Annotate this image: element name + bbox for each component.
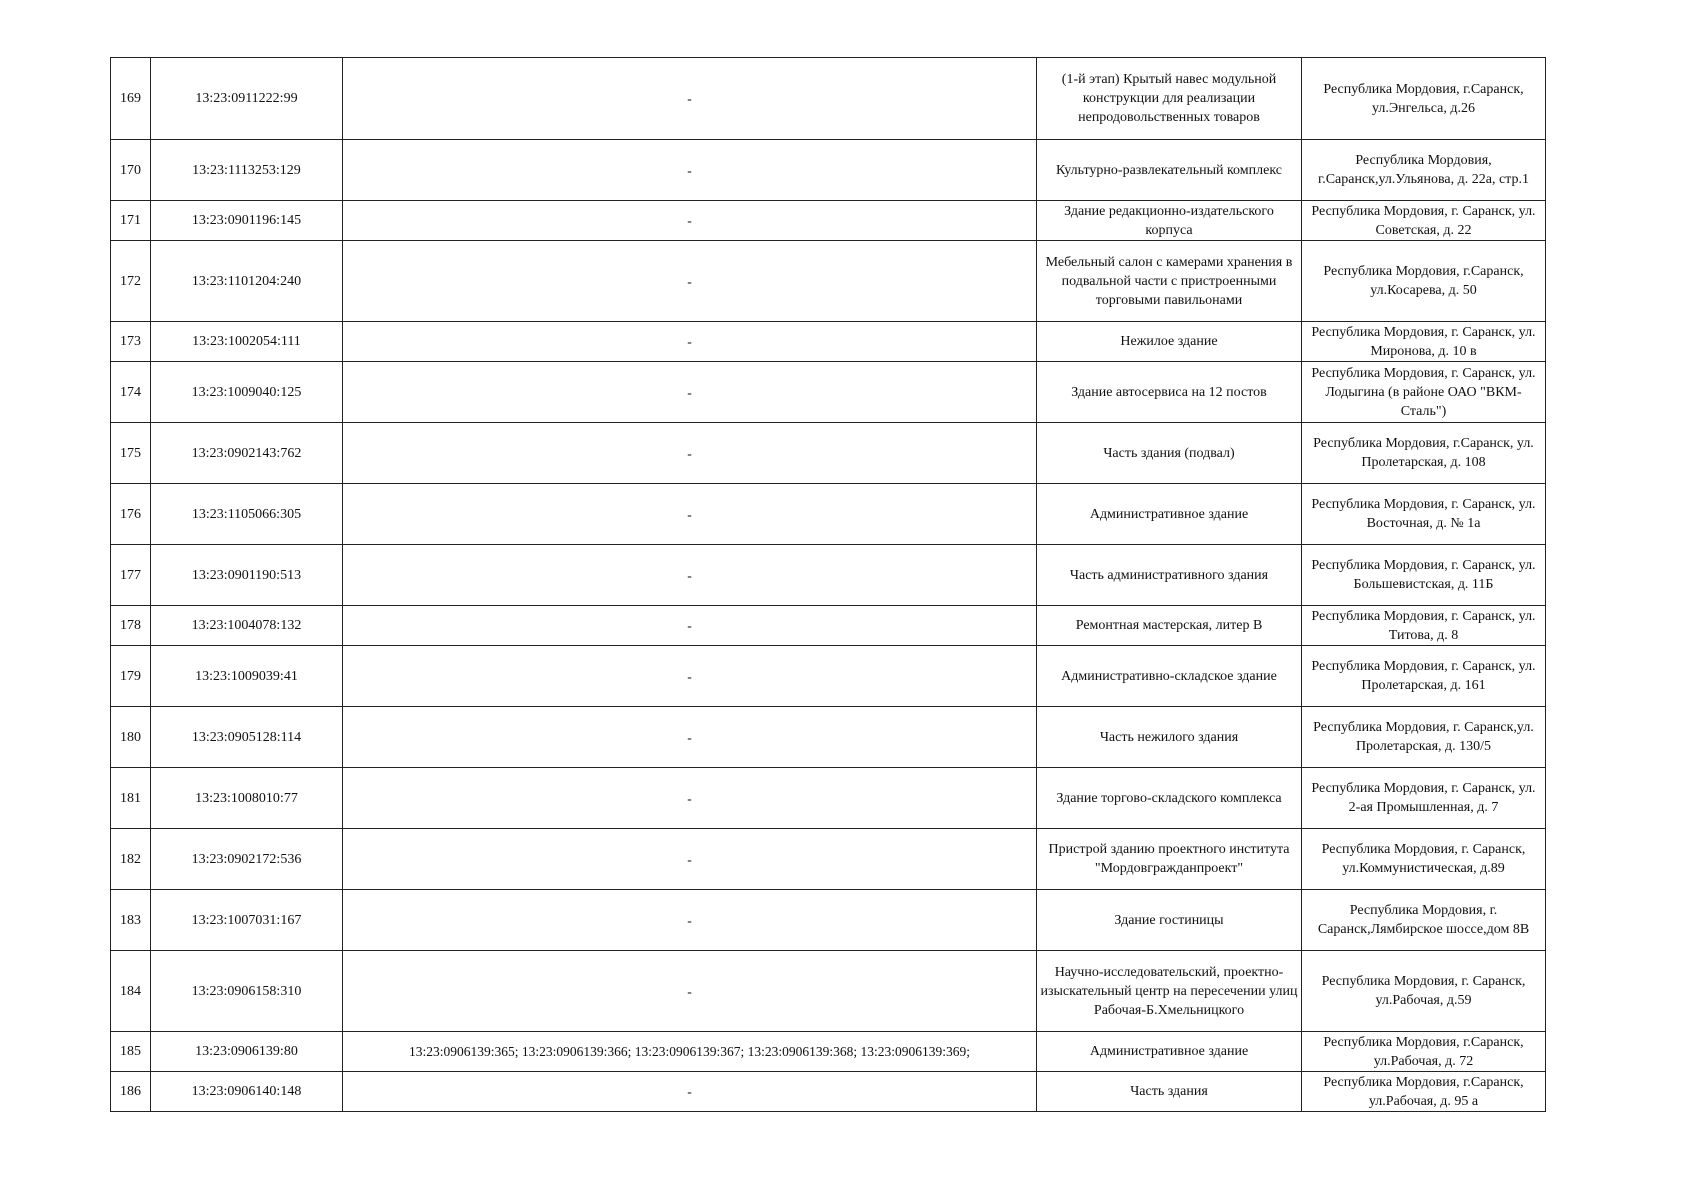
cadastral-number: 13:23:0906158:310 bbox=[151, 951, 343, 1032]
object-address: Республика Мордовия, г. Саранск, ул. 2-ая Промышленная, д. 7 bbox=[1302, 768, 1546, 829]
row-number: 174 bbox=[111, 362, 151, 423]
table-row bbox=[111, 829, 1546, 890]
object-address: Республика Мордовия, г. Саранск, ул. Титова, д. 8 bbox=[1302, 606, 1546, 646]
object-address: Республика Мордовия, г. Саранск,Лямбирское шоссе,дом 8В bbox=[1302, 890, 1546, 951]
row-number: 179 bbox=[111, 646, 151, 707]
object-address: Республика Мордовия, г. Саранск, ул.Рабочая, д.59 bbox=[1302, 951, 1546, 1032]
object-name: Нежилое здание bbox=[1037, 322, 1302, 362]
related-cadastral-numbers: - bbox=[343, 484, 1037, 545]
related-cadastral-numbers: - bbox=[343, 362, 1037, 423]
cadastral-number: 13:23:1002054:111 bbox=[151, 322, 343, 362]
object-name: Часть нежилого здания bbox=[1037, 707, 1302, 768]
table-row bbox=[111, 951, 1546, 1032]
cadastral-number: 13:23:1007031:167 bbox=[151, 890, 343, 951]
table-row bbox=[111, 484, 1546, 545]
table-row bbox=[111, 201, 1546, 241]
object-address: Республика Мордовия, г. Саранск,ул. Пролетарская, д. 130/5 bbox=[1302, 707, 1546, 768]
related-cadastral-numbers: - bbox=[343, 140, 1037, 201]
row-number: 185 bbox=[111, 1032, 151, 1072]
objects-table bbox=[110, 57, 1546, 1112]
object-address: Республика Мордовия, г.Саранск, ул.Рабочая, д. 95 а bbox=[1302, 1072, 1546, 1112]
object-name: Мебельный салон с камерами хранения в подвальной части с пристроенными торговыми павильонами bbox=[1037, 241, 1302, 322]
object-address: Республика Мордовия, г. Саранск, ул.Коммунистическая, д.89 bbox=[1302, 829, 1546, 890]
row-number: 171 bbox=[111, 201, 151, 241]
cadastral-number: 13:23:0905128:114 bbox=[151, 707, 343, 768]
object-name: Здание автосервиса на 12 постов bbox=[1037, 362, 1302, 423]
object-address: Республика Мордовия, г.Саранск, ул.Косарева, д. 50 bbox=[1302, 241, 1546, 322]
related-cadastral-numbers: - bbox=[343, 58, 1037, 140]
table-row bbox=[111, 423, 1546, 484]
related-cadastral-numbers: 13:23:0906139:365; 13:23:0906139:366; 13:23:0906139:367; 13:23:0906139:368; 13:23:0906139:369; bbox=[343, 1032, 1037, 1072]
object-address: Республика Мордовия, г. Саранск, ул. Восточная, д. № 1а bbox=[1302, 484, 1546, 545]
object-name: Административно-складское здание bbox=[1037, 646, 1302, 707]
row-number: 175 bbox=[111, 423, 151, 484]
object-name: Культурно-развлекательный комплекс bbox=[1037, 140, 1302, 201]
cadastral-number: 13:23:1009039:41 bbox=[151, 646, 343, 707]
related-cadastral-numbers: - bbox=[343, 322, 1037, 362]
row-number: 176 bbox=[111, 484, 151, 545]
object-name: Ремонтная мастерская, литер В bbox=[1037, 606, 1302, 646]
row-number: 182 bbox=[111, 829, 151, 890]
object-name: Часть здания bbox=[1037, 1072, 1302, 1112]
row-number: 186 bbox=[111, 1072, 151, 1112]
cadastral-number: 13:23:1113253:129 bbox=[151, 140, 343, 201]
object-address: Республика Мордовия, г. Саранск, ул. Советская, д. 22 bbox=[1302, 201, 1546, 241]
cadastral-number: 13:23:1004078:132 bbox=[151, 606, 343, 646]
cadastral-number: 13:23:1101204:240 bbox=[151, 241, 343, 322]
cadastral-number: 13:23:0901190:513 bbox=[151, 545, 343, 606]
table-row bbox=[111, 362, 1546, 423]
cadastral-number: 13:23:1008010:77 bbox=[151, 768, 343, 829]
related-cadastral-numbers: - bbox=[343, 829, 1037, 890]
table-row bbox=[111, 606, 1546, 646]
object-name: Здание гостиницы bbox=[1037, 890, 1302, 951]
related-cadastral-numbers: - bbox=[343, 545, 1037, 606]
cadastral-number: 13:23:0902172:536 bbox=[151, 829, 343, 890]
object-name: Административное здание bbox=[1037, 484, 1302, 545]
object-name: Здание торгово-складского комплекса bbox=[1037, 768, 1302, 829]
object-address: Республика Мордовия, г.Саранск, ул.Рабочая, д. 72 bbox=[1302, 1032, 1546, 1072]
object-name: (1-й этап) Крытый навес модульной конструкции для реализации непродовольственных товаров bbox=[1037, 58, 1302, 140]
row-number: 177 bbox=[111, 545, 151, 606]
cadastral-number: 13:23:0911222:99 bbox=[151, 58, 343, 140]
cadastral-number: 13:23:1009040:125 bbox=[151, 362, 343, 423]
row-number: 181 bbox=[111, 768, 151, 829]
row-number: 173 bbox=[111, 322, 151, 362]
object-name: Часть административного здания bbox=[1037, 545, 1302, 606]
object-name: Административное здание bbox=[1037, 1032, 1302, 1072]
table-row bbox=[111, 890, 1546, 951]
cadastral-number: 13:23:0902143:762 bbox=[151, 423, 343, 484]
row-number: 178 bbox=[111, 606, 151, 646]
object-address: Республика Мордовия, г. Саранск, ул. Большевистская, д. 11Б bbox=[1302, 545, 1546, 606]
object-name: Пристрой зданию проектного института "Мордовгражданпроект" bbox=[1037, 829, 1302, 890]
table-body bbox=[111, 58, 1546, 1112]
object-name: Научно-исследовательский, проектно-изыскательный центр на пересечении улиц Рабочая-Б.Хмельницкого bbox=[1037, 951, 1302, 1032]
row-number: 169 bbox=[111, 58, 151, 140]
related-cadastral-numbers: - bbox=[343, 241, 1037, 322]
table-row bbox=[111, 1032, 1546, 1072]
object-name: Часть здания (подвал) bbox=[1037, 423, 1302, 484]
related-cadastral-numbers: - bbox=[343, 890, 1037, 951]
cadastral-number: 13:23:1105066:305 bbox=[151, 484, 343, 545]
object-address: Республика Мордовия, г. Саранск, ул. Миронова, д. 10 в bbox=[1302, 322, 1546, 362]
object-address: Республика Мордовия, г.Саранск, ул. Пролетарская, д. 108 bbox=[1302, 423, 1546, 484]
related-cadastral-numbers: - bbox=[343, 1072, 1037, 1112]
row-number: 183 bbox=[111, 890, 151, 951]
object-address: Республика Мордовия, г. Саранск, ул. Пролетарская, д. 161 bbox=[1302, 646, 1546, 707]
table-row bbox=[111, 58, 1546, 140]
row-number: 170 bbox=[111, 140, 151, 201]
table-row bbox=[111, 707, 1546, 768]
cadastral-number: 13:23:0901196:145 bbox=[151, 201, 343, 241]
table-row bbox=[111, 545, 1546, 606]
object-address: Республика Мордовия, г.Саранск, ул.Энгельса, д.26 bbox=[1302, 58, 1546, 140]
table-row bbox=[111, 646, 1546, 707]
object-address: Республика Мордовия, г. Саранск, ул. Лодыгина (в районе ОАО "ВКМ-Сталь") bbox=[1302, 362, 1546, 423]
row-number: 172 bbox=[111, 241, 151, 322]
related-cadastral-numbers: - bbox=[343, 707, 1037, 768]
table-row bbox=[111, 241, 1546, 322]
related-cadastral-numbers: - bbox=[343, 606, 1037, 646]
related-cadastral-numbers: - bbox=[343, 951, 1037, 1032]
cadastral-number: 13:23:0906139:80 bbox=[151, 1032, 343, 1072]
related-cadastral-numbers: - bbox=[343, 423, 1037, 484]
object-name: Здание редакционно-издательского корпуса bbox=[1037, 201, 1302, 241]
table-row bbox=[111, 768, 1546, 829]
table-row bbox=[111, 322, 1546, 362]
table-row bbox=[111, 140, 1546, 201]
cadastral-number: 13:23:0906140:148 bbox=[151, 1072, 343, 1112]
related-cadastral-numbers: - bbox=[343, 768, 1037, 829]
related-cadastral-numbers: - bbox=[343, 646, 1037, 707]
object-address: Республика Мордовия, г.Саранск,ул.Ульянова, д. 22а, стр.1 bbox=[1302, 140, 1546, 201]
related-cadastral-numbers: - bbox=[343, 201, 1037, 241]
table-row bbox=[111, 1072, 1546, 1112]
row-number: 184 bbox=[111, 951, 151, 1032]
row-number: 180 bbox=[111, 707, 151, 768]
